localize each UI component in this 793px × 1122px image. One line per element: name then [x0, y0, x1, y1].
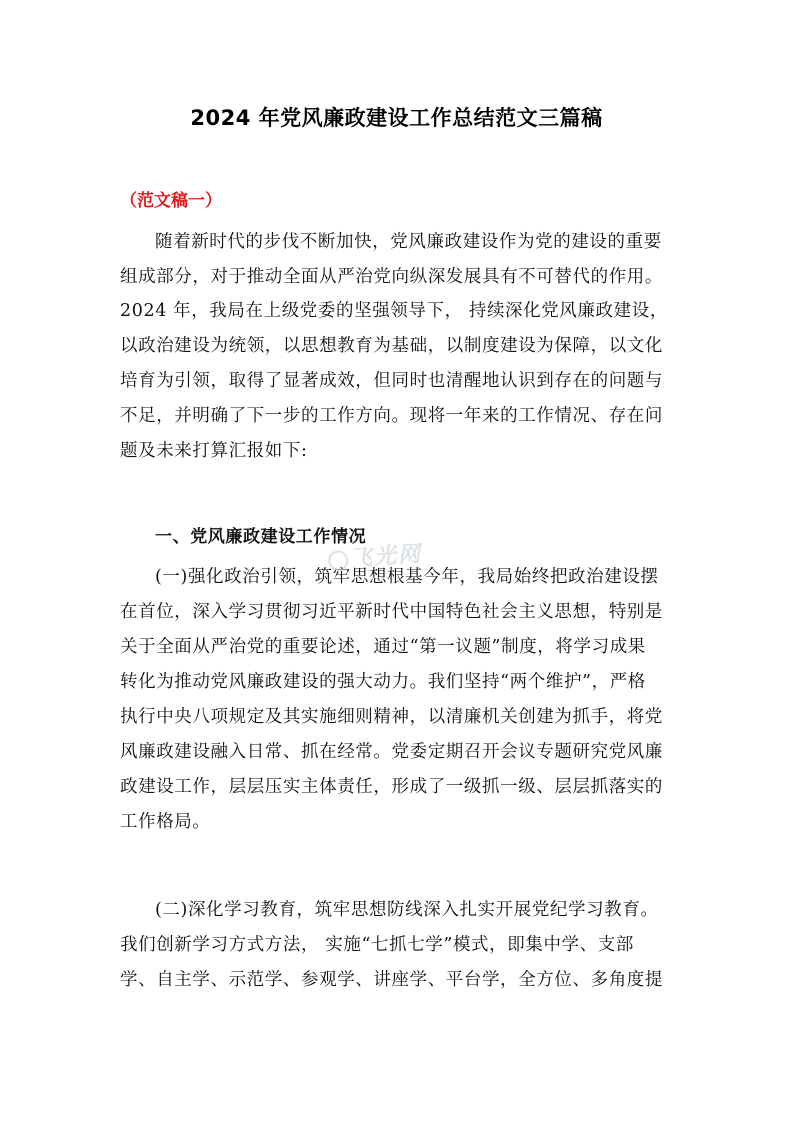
paragraph-line: 执行中央八项规定及其实施细则精神，以清廉机关创建为抓手，将党	[120, 707, 663, 727]
watermark-text: 飞光网	[349, 541, 423, 572]
paragraph-line: 不足，并明确了下一步的工作方向。现将一年来的工作情况、存在问	[120, 406, 663, 426]
section-heading: 一、党风廉政建设工作情况	[155, 527, 367, 547]
paragraph-line: (一)强化政治引领，筑牢思想根基今年，我局始终把政治建设摆	[155, 567, 659, 587]
paragraph-line: 我们创新学习方式方法， 实施“七抓七学”模式，即集中学、支部	[120, 935, 634, 955]
paragraph-line: 学、自主学、示范学、参观学、讲座学、平台学，全方位、多角度提	[120, 970, 663, 990]
paragraph-line: (二)深化学习教育，筑牢思想防线深入扎实开展党纪学习教育。	[155, 900, 659, 920]
paragraph-line: 政建设工作，层层压实主体责任，形成了一级抓一级、层层抓落实的	[120, 777, 663, 797]
paragraph-line: 组成部分，对于推动全面从严治党向纵深发展具有不可替代的作用。	[120, 267, 663, 287]
document-title: 2024 年党风廉政建设工作总结范文三篇稿	[190, 106, 603, 130]
paragraph-line: 培育为引领，取得了显著成效，但同时也清醒地认识到存在的问题与	[120, 371, 663, 391]
paragraph-line: 关于全面从严治党的重要论述，通过“第一议题”制度，将学习成果	[120, 637, 646, 657]
paragraph-line: 题及未来打算汇报如下:	[120, 441, 308, 461]
document-subtitle: （范文稿一）	[120, 191, 222, 211]
paragraph-line: 风廉政建设融入日常、抓在经常。党委定期召开会议专题研究党风廉	[120, 742, 663, 762]
paragraph-line: 在首位，深入学习贯彻习近平新时代中国特色社会主义思想，特别是	[120, 602, 663, 622]
paragraph-line: 转化为推动党风廉政建设的强大动力。我们坚持“两个维护”，严格	[120, 672, 646, 692]
paragraph-line: 2024 年，我局在上级党委的坚强领导下， 持续深化党风廉政建设，	[120, 301, 668, 321]
paragraph-line: 随着新时代的步伐不断加快，党风廉政建设作为党的建设的重要	[155, 232, 662, 252]
paragraph-line: 以政治建设为统领，以思想教育为基础，以制度建设为保障，以文化	[120, 336, 663, 356]
paragraph-line: 工作格局。	[120, 812, 211, 832]
